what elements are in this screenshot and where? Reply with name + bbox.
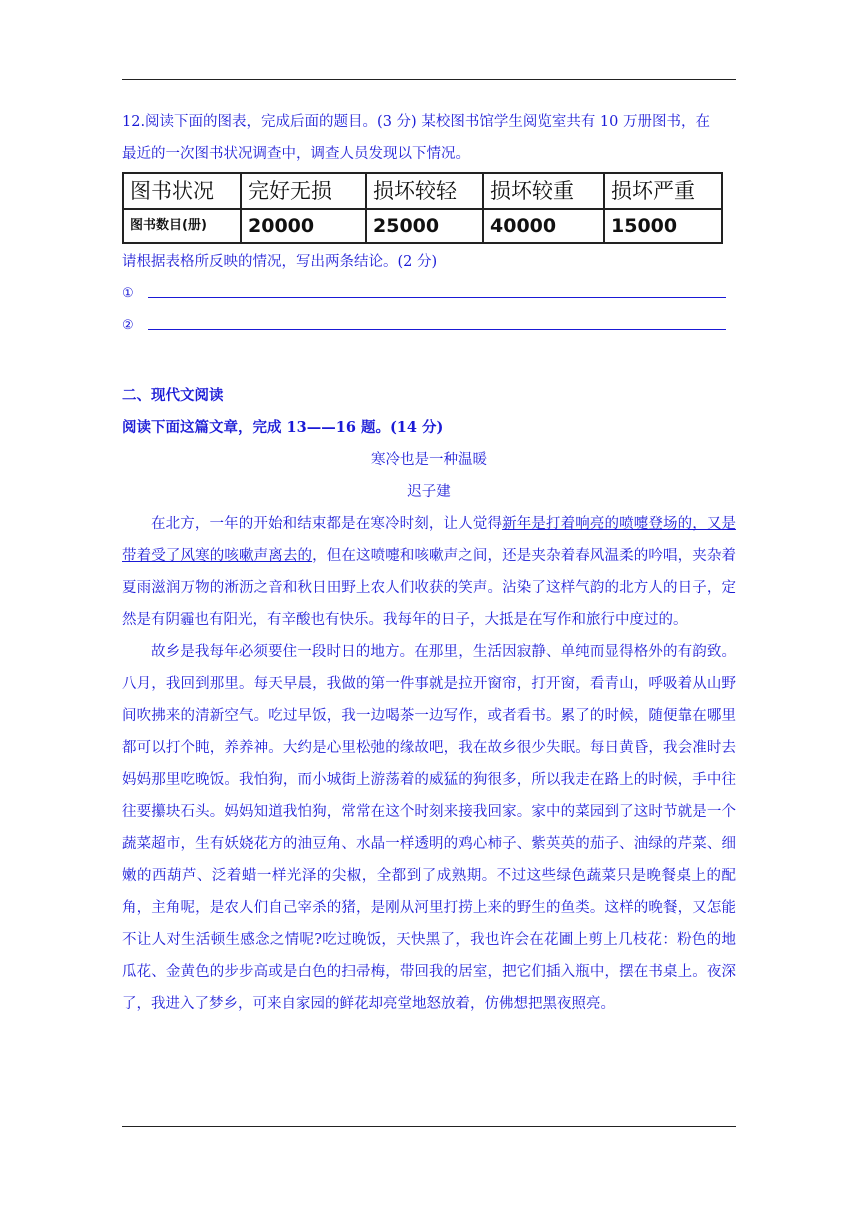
answer-line-1[interactable] (122, 278, 736, 310)
bottom-rule (122, 1126, 736, 1127)
table-header-cell: 损坏较重 (483, 173, 604, 209)
table-header-cell: 损坏较轻 (366, 173, 483, 209)
article-paragraph-1 (122, 508, 736, 636)
table-cell: 20000 (241, 209, 366, 243)
paragraph-text: ，但在这喷嚏和咳嗽声之间，还是夹杂着春风温柔的吟唱，夹杂着夏雨滋润万物的淅沥之音和秋日田野上农人们收获的笑声。沾染了这样气韵的北方人的日子，定然是有阴霾也有阳光，有辛酸也有快乐。我每年的日子，大抵是在写作和旅行中度过的。 (122, 548, 737, 628)
answer-line-2[interactable] (122, 310, 736, 342)
question-12-prompt: 请根据表格所反映的情况，写出两条结论。(2 分) (122, 254, 438, 270)
table-header-cell: 完好无损 (241, 173, 366, 209)
top-rule (122, 79, 736, 80)
table-header-row (123, 173, 722, 209)
underlined-sentence: 新年是打着响亮的喷嚏登场的，又是带着受了风寒的咳嗽声离去的 (122, 516, 736, 564)
answer-underline (148, 329, 726, 330)
question-12-intro-line-2: 最近的一次图书状况调查中，调查人员发现以下情况。 (122, 146, 470, 162)
answer-marker: ② (122, 318, 134, 333)
spacer (122, 342, 736, 380)
question-12-intro (122, 106, 736, 170)
table-row-label: 图书数目(册) (123, 209, 241, 243)
table-cell: 40000 (483, 209, 604, 243)
book-condition-table (122, 172, 723, 244)
answer-marker: ① (122, 286, 134, 301)
table-row (123, 209, 722, 243)
answer-underline (148, 297, 726, 298)
paragraph-text: 在北方，一年的开始和结束都是在寒冷时刻，让人觉得 (151, 516, 503, 532)
section-instruction: 阅读下面这篇文章，完成 13——16 题。(14 分) (122, 419, 444, 436)
question-12-intro-line-1: 12.阅读下面的图表，完成后面的题目。(3 分) 某校图书馆学生阅览室共有 10 万册图书，在 (122, 114, 710, 130)
table-header-cell: 图书状况 (123, 173, 241, 209)
page-content (122, 106, 736, 1020)
article-title: 寒冷也是一种温暖 (371, 452, 487, 468)
article-author: 迟子建 (407, 484, 451, 500)
section-heading: 二、现代文阅读 (122, 387, 224, 404)
table-header-cell: 损坏严重 (604, 173, 722, 209)
table-cell: 15000 (604, 209, 722, 243)
article-paragraph-2: 故乡是我每年必须要住一段时日的地方。在那里，生活因寂静、单纯而显得格外的有韵致。八月，我回到那里。每天早晨，我做的第一件事就是拉开窗帘，打开窗，看青山，呼吸着从山野间吹拂来的清新空气。吃过早饭，我一边喝茶一边写作，或者看书。累了的时候，随便靠在哪里都可以打个盹，养养神。大约是心里松弛的缘故吧，我在故乡很少失眠。每日黄昏，我会准时去妈妈那里吃晚饭。我怕狗，而小城街上游荡着的威猛的狗很多，所以我走在路上的时候，手中往往要攥块石头。妈妈知道我怕狗，常常在这个时刻来接我回家。家中的菜园到了这时节就是一个蔬菜超市，生有妖娆花方的油豆角、水晶一样透明的鸡心柿子、紫英英的茄子、油绿的芹菜、细嫩的西葫芦、泛着蜡一样光泽的尖椒，全都到了成熟期。不过这些绿色蔬菜只是晚餐桌上的配角，主角呢，是农人们自己宰杀的猪，是刚从河里打捞上来的野生的鱼类。这样的晚餐，又怎能不让人对生活顿生感念之情呢?吃过晚饭，天快黑了，我也许会在花圃上剪上几枝花：粉色的地瓜花、金黄色的步步高或是白色的扫帚梅，带回我的居室，把它们插入瓶中，摆在书桌上。夜深了，我进入了梦乡，可来自家园的鲜花却亮堂地怒放着，仿佛想把黑夜照亮。 (122, 644, 736, 1012)
table-cell: 25000 (366, 209, 483, 243)
